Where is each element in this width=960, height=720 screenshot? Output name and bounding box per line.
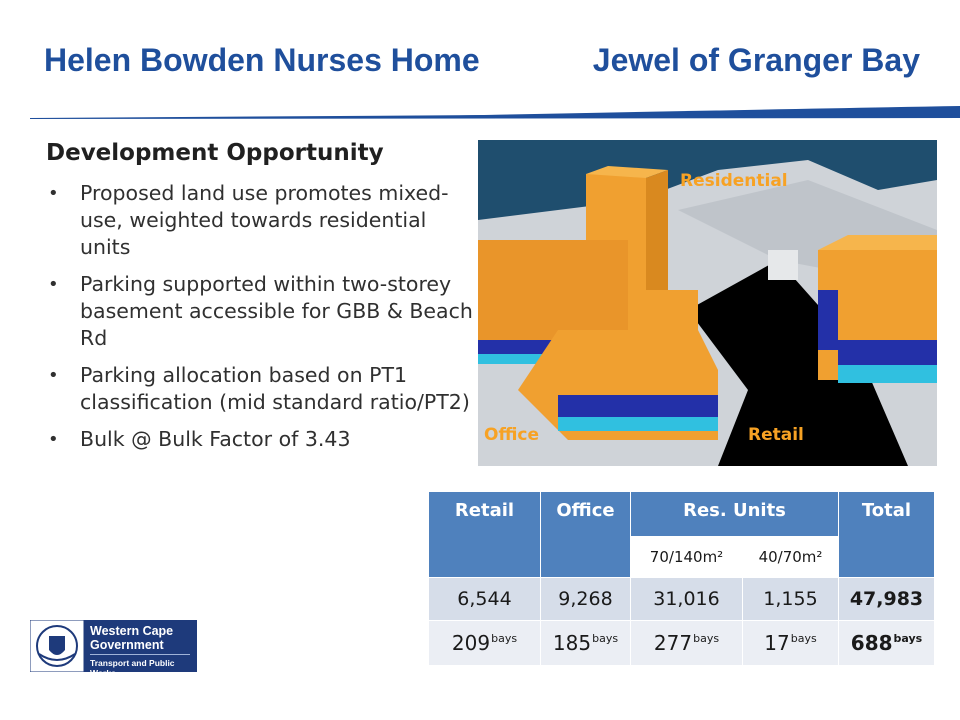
value: 185 bbox=[552, 631, 592, 655]
office-label: Office bbox=[484, 425, 540, 445]
cell-res-b: 1,155 bbox=[743, 578, 839, 621]
cell-office: 9,268 bbox=[541, 578, 631, 621]
bullet-text: Parking supported within two-storey basement accessible for GBB & Beach Rd bbox=[80, 272, 473, 350]
bullet-item: • Parking supported within two-storey basement accessible for GBB & Beach Rd bbox=[48, 272, 473, 350]
retail-label: Retail bbox=[748, 425, 804, 445]
unit: bays bbox=[790, 632, 817, 646]
table-row bbox=[429, 578, 935, 621]
unit: bays bbox=[592, 632, 619, 646]
header-res-units: Res. Units bbox=[631, 492, 839, 537]
logo-line1: Western Cape bbox=[90, 624, 174, 638]
cell-retail bbox=[429, 621, 541, 666]
logo-line3: Transport and Public Works bbox=[90, 658, 175, 678]
bullet-item: • Bulk @ Bulk Factor of 3.43 bbox=[48, 427, 351, 451]
value: 209 bbox=[451, 631, 491, 655]
subheader-res-b: 40/70m² bbox=[743, 537, 839, 578]
cell-res-a bbox=[631, 621, 743, 666]
bullet-text: Parking allocation based on PT1 classification (mid standard ratio/PT2) bbox=[80, 363, 470, 414]
unit: bays bbox=[693, 632, 720, 646]
bullet-text: Bulk @ Bulk Factor of 3.43 bbox=[80, 427, 351, 451]
cell-office bbox=[541, 621, 631, 666]
western-cape-government-logo bbox=[30, 620, 197, 678]
bullet-item: • Proposed land use promotes mixed-use, weighted towards residential units bbox=[48, 181, 449, 259]
cell-total bbox=[839, 621, 935, 666]
residential-label: Residential bbox=[680, 171, 788, 191]
logo-divider bbox=[90, 654, 190, 655]
header-swoosh-divider bbox=[30, 100, 960, 122]
subheader-res-a: 70/140m² bbox=[631, 537, 743, 578]
header-office: Office bbox=[541, 492, 631, 578]
page-title: Helen Bowden Nurses Home bbox=[44, 42, 480, 78]
section-heading: Development Opportunity bbox=[46, 140, 384, 166]
table-row bbox=[429, 621, 935, 666]
cell-res-b bbox=[743, 621, 839, 666]
logo-text-panel bbox=[84, 620, 197, 678]
header-retail: Retail bbox=[429, 492, 541, 578]
bullet-text: Proposed land use promotes mixed-use, weighted towards residential units bbox=[80, 181, 449, 259]
bulk-parking-table bbox=[428, 491, 935, 666]
bullet-list bbox=[46, 180, 476, 463]
header-total: Total bbox=[839, 492, 935, 578]
bullet-item: • Parking allocation based on PT1 classification (mid standard ratio/PT2) bbox=[48, 363, 470, 414]
cell-res-a: 31,016 bbox=[631, 578, 743, 621]
page-subtitle: Jewel of Granger Bay bbox=[592, 42, 920, 78]
coat-of-arms-icon bbox=[30, 620, 84, 672]
logo-line2: Government bbox=[90, 638, 164, 652]
cell-total: 47,983 bbox=[839, 578, 935, 621]
unit: bays bbox=[491, 632, 518, 646]
cell-retail: 6,544 bbox=[429, 578, 541, 621]
unit: bays bbox=[893, 632, 923, 646]
value: 17 bbox=[764, 631, 790, 655]
value: 277 bbox=[653, 631, 693, 655]
value: 688 bbox=[850, 631, 893, 655]
